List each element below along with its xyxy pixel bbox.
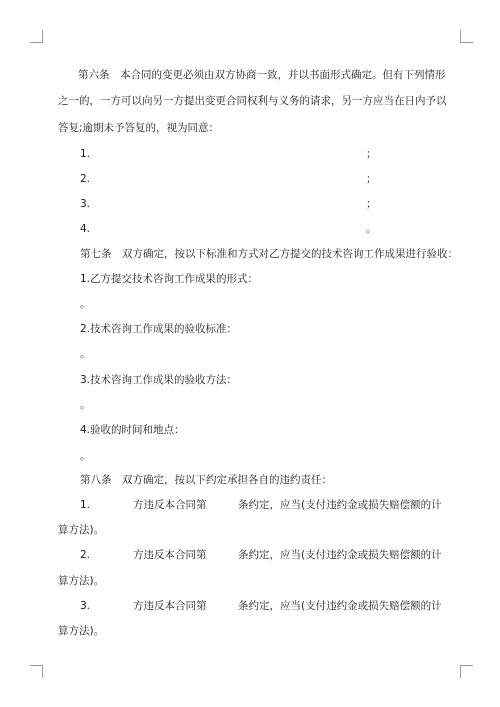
crop-mark-top-left	[30, 30, 43, 43]
article8-item-continuation: 算方法)。	[58, 575, 105, 587]
article6-line2: 之一的，一方可以向另一方提出变更合同权利与义务的请求，另一方应当在日内予以	[58, 95, 447, 107]
crop-mark-bottom-right	[460, 665, 473, 678]
article8-item-text-b: 条约定，应当(支付违约金或损失赔偿额的计	[238, 600, 442, 612]
article7-section-end: 。	[80, 348, 91, 360]
article7-section-label: 2.技术咨询工作成果的验收标准：	[80, 323, 238, 335]
article6-item-number: 3.	[80, 198, 91, 210]
article7-section-end: 。	[80, 399, 91, 411]
article7-section-label: 3.技术咨询工作成果的验收方法：	[80, 374, 238, 386]
crop-mark-bottom-left	[30, 665, 43, 678]
article8-item-text-a: 方违反本合同第	[133, 549, 207, 561]
article6-line3: 答复;逾期未予答复的，视为同意：	[58, 122, 220, 134]
article6-item-end: ；	[366, 173, 377, 185]
article7-section-end: 。	[80, 450, 91, 462]
article7-section-label: 1.乙方提交技术咨询工作成果的形式：	[80, 273, 259, 285]
article8-item-text-b: 条约定，应当(支付违约金或损失赔偿额的计	[238, 499, 442, 511]
article7-section-end: 。	[80, 298, 91, 310]
article8-item-number: 1.	[80, 499, 91, 511]
article6-item-end: ；	[366, 198, 377, 210]
article6-line1: 第六条 本合同的变更必须由双方协商一致，并以书面形式确定。但有下列情形	[78, 69, 446, 81]
article8-item-text-a: 方违反本合同第	[133, 499, 207, 511]
article6-item-end: ；	[366, 148, 377, 160]
article6-item-number: 2.	[80, 173, 91, 185]
article8-item-continuation: 算方法)。	[58, 524, 105, 536]
article6-item-end: 。	[366, 223, 377, 235]
article8-item-text-a: 方违反本合同第	[133, 600, 207, 612]
article8-item-number: 2.	[80, 549, 91, 561]
crop-mark-top-right	[460, 30, 473, 43]
article7-heading: 第七条 双方确定，按以下标准和方式对乙方提交的技术咨询工作成果进行验收：	[80, 248, 458, 260]
article8-item-text-b: 条约定，应当(支付违约金或损失赔偿额的计	[238, 549, 442, 561]
article6-item-number: 4.	[80, 223, 91, 235]
article8-item-number: 3.	[80, 600, 91, 612]
article7-section-label: 4.验收的时间和地点：	[80, 424, 185, 436]
article6-item-number: 1.	[80, 148, 91, 160]
article8-heading: 第八条 双方确定，按以下约定承担各自的违约责任：	[80, 474, 332, 486]
article8-item-continuation: 算方法)。	[58, 625, 105, 637]
